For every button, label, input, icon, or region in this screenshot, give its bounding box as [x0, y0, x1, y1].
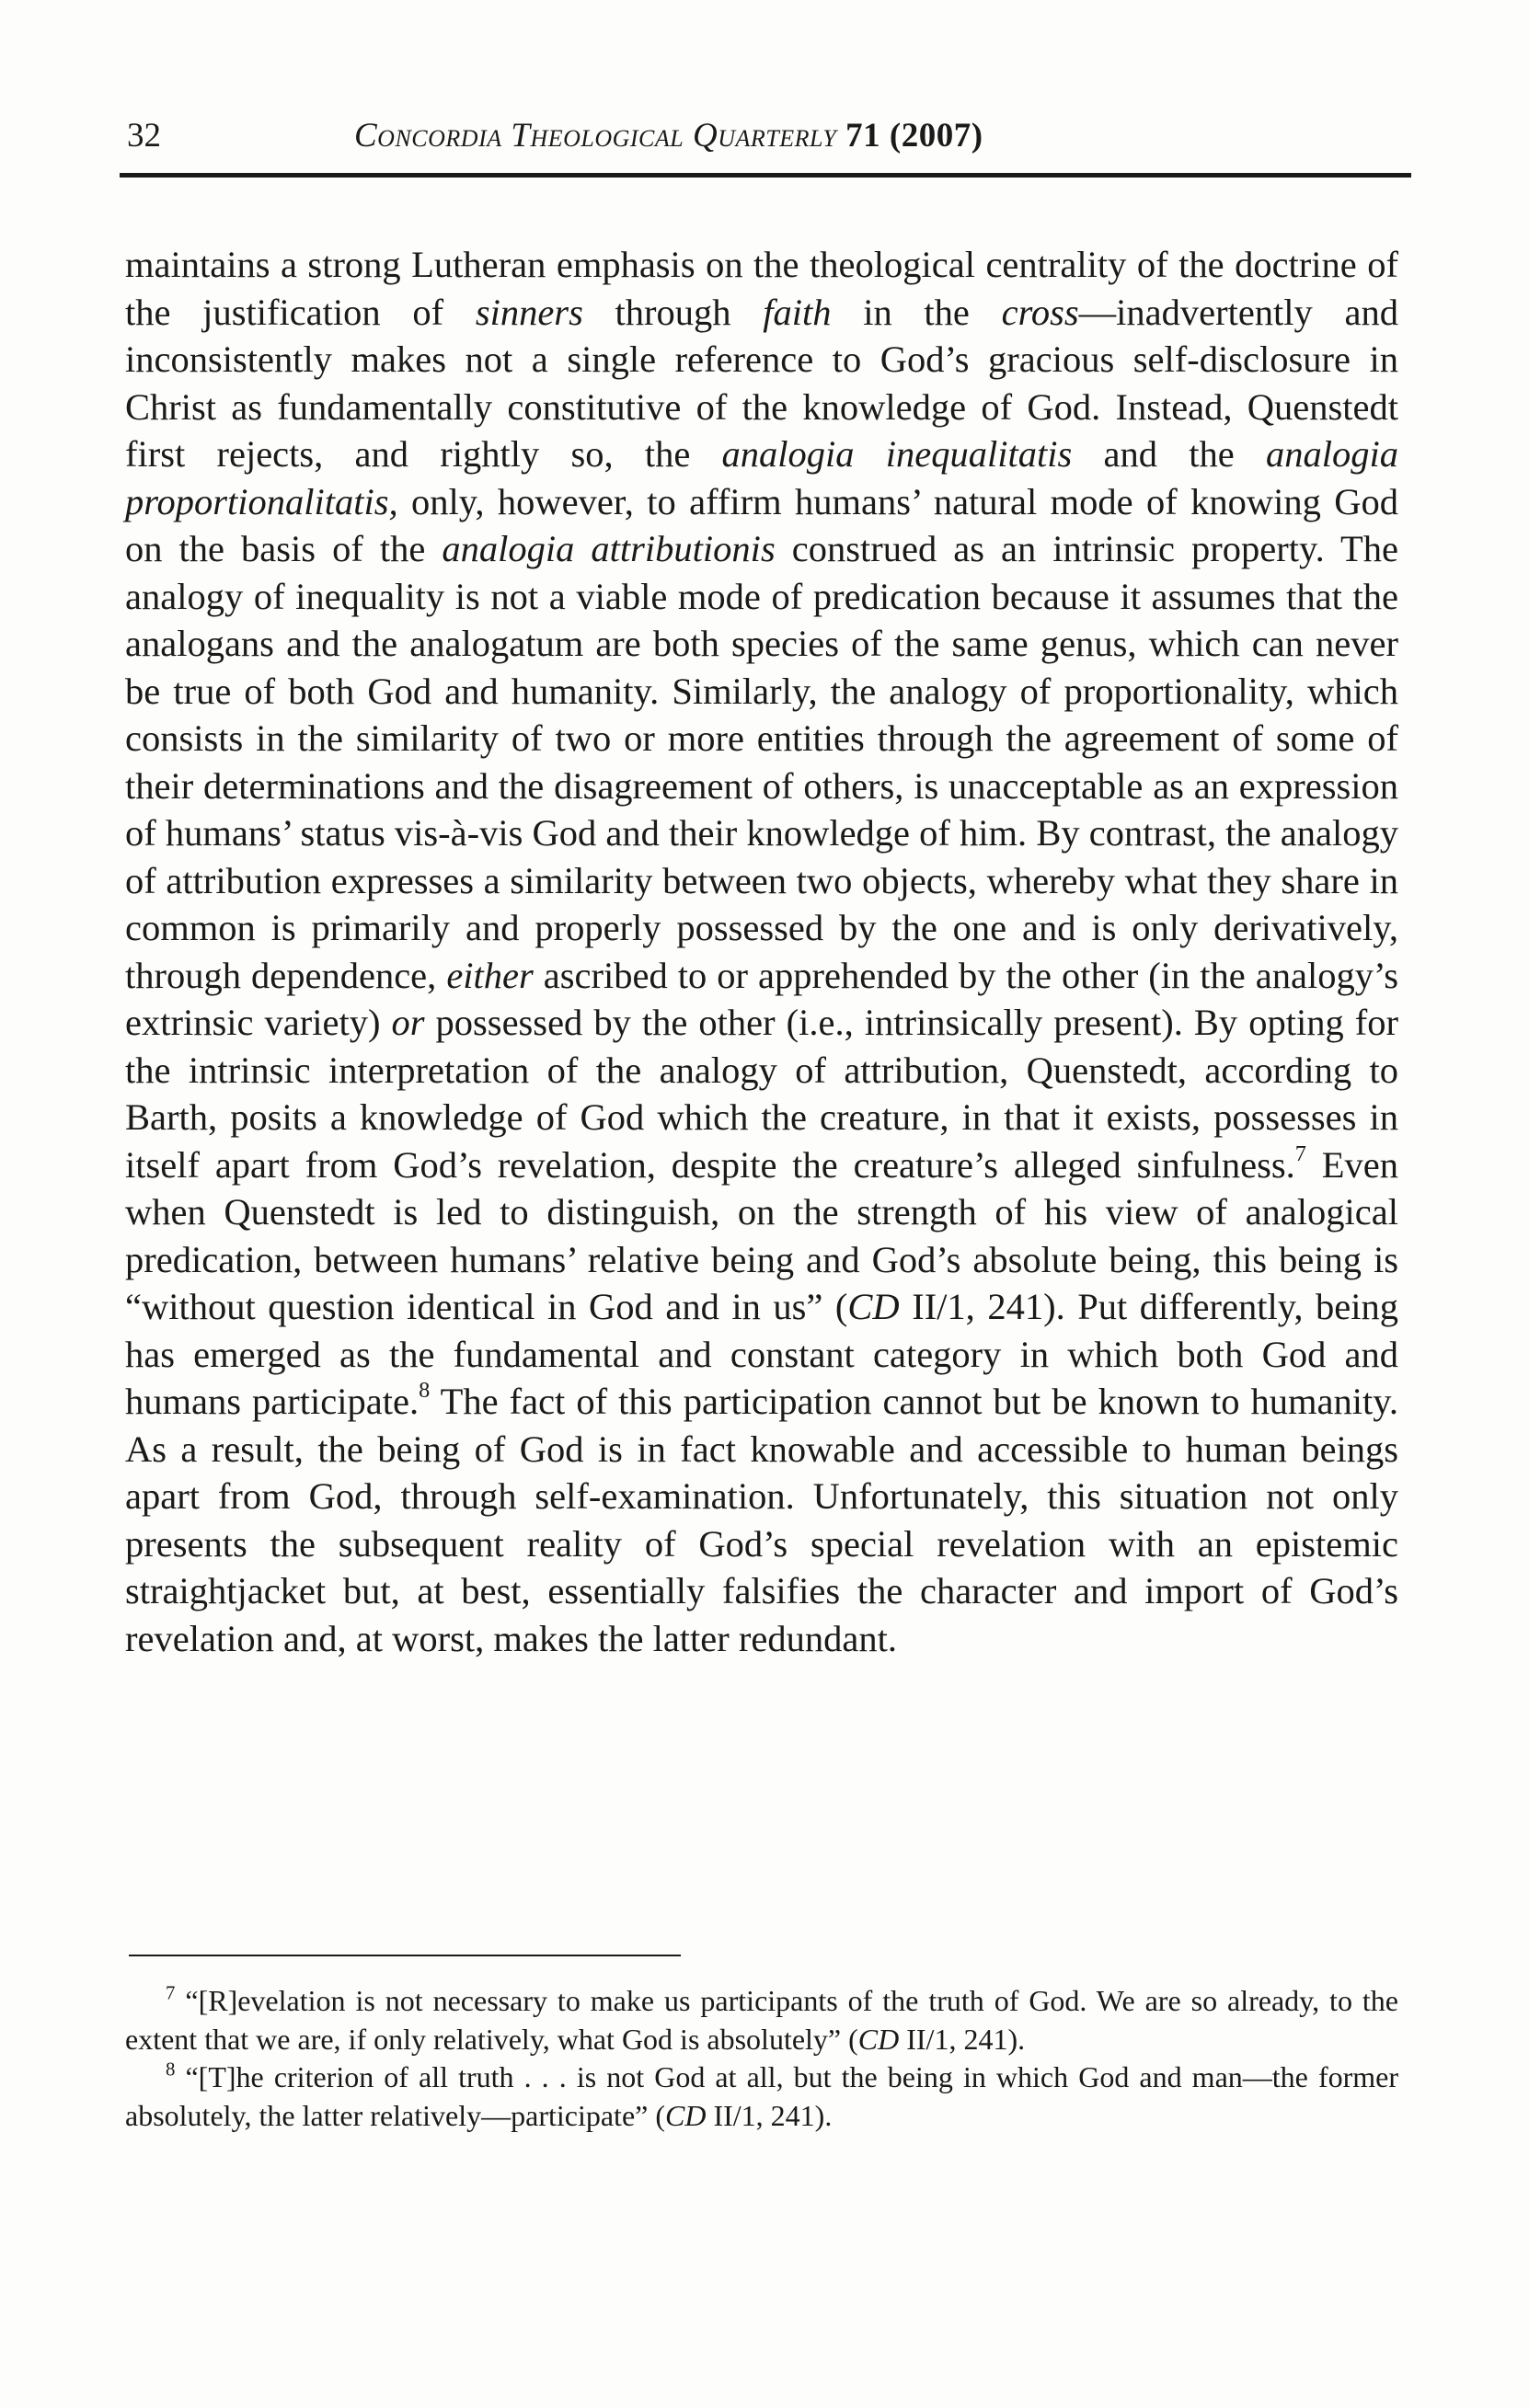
journal-title-word: Quarterly	[693, 117, 837, 155]
footnotes	[125, 1982, 1398, 2135]
footnote-text: II/1, 241).	[899, 2022, 1026, 2056]
italic-term: CD	[847, 1286, 900, 1327]
body-span: ascribed to or apprehended by the other (in the analogy’s extrinsic variety)	[125, 954, 1399, 1043]
body-span: only, however, to affirm humans’ natural mode of knowing God on the basis of the	[125, 480, 1398, 569]
body-span: construed as an intrinsic property. The analogy of inequality is not a viable mode of predication because it assumes that the analogans and the analogatum are both species of the same genus, which can never be true of both God and humanity. Similarly, the analogy of proportionality, which consists in the similarity of two or more entities through the agreement of some of their determinations and the disagreement of others, is unacceptable as an expression of humans’ status vis-à-vis God and their knowledge of him. By contrast, the analogy of attribution expresses a similarity between two objects, whereby what they share in common is primarily and properly possessed by the one and is only derivatively, through dependence,	[125, 528, 1398, 996]
footnote-ref-8: 8	[419, 1377, 431, 1403]
italic-term: analogia inequalitatis	[721, 433, 1073, 475]
footnote-number: 7	[166, 1982, 176, 2004]
footnote-8	[125, 2058, 1398, 2135]
body-paragraph	[125, 241, 1398, 1662]
body-span: in the	[831, 291, 1002, 333]
body-span: through	[582, 291, 764, 333]
footnote-number: 8	[166, 2058, 176, 2081]
italic-term: faith	[763, 291, 832, 333]
body-span: —inadvertently and inconsistently makes not a single reference to God’s gracious self-disclosure in Christ as fundamentally constitutive of the knowledge of God. Instead, Quenstedt first rejects, and rightly so, the	[125, 291, 1398, 475]
italic-term: or	[391, 1002, 425, 1043]
journal-title-word: Concordia	[354, 117, 502, 155]
body-span: Even when Quenstedt is led to distinguish, on the strength of his view of analogical predication, between humans’ relative being and God’s absolute being, this being is “without question identical in God and in us” (	[125, 1143, 1398, 1327]
footnote-text: II/1, 241).	[706, 2098, 833, 2132]
italic-term: CD	[665, 2098, 707, 2132]
footnote-text: “[R]evelation is not necessary to make us participants of the truth of God. We are so already, to the extent that we are, if only relatively, what God is absolutely” (	[125, 1984, 1398, 2056]
italic-term: CD	[857, 2022, 900, 2056]
journal-title-word: Theological	[511, 117, 684, 155]
journal-title	[354, 109, 983, 164]
page-number: 32	[127, 117, 161, 155]
header-rule	[120, 173, 1411, 178]
body-span: II/1, 241). Put differently, being has emerged as the fundamental and constant category in which both God and humans participate.	[125, 1286, 1399, 1422]
italic-term: either	[446, 954, 534, 996]
italic-term: analogia proportionalitatis,	[125, 433, 1398, 522]
footnote-text: “[T]he criterion of all truth . . . is not God at all, but the being in which God and man—the former absolutely, the latter relatively—participate” (	[125, 2060, 1398, 2132]
footnote-7	[125, 1982, 1398, 2058]
italic-term: analogia attributionis	[442, 528, 776, 569]
body-text	[125, 241, 1398, 1662]
body-span: The fact of this participation cannot but be known to humanity. As a result, the being of God is in fact knowable and accessible to human beings apart from God, through self-examination. Unfortunately, this situation not only presents the subsequent reality of God’s special revelation with an epistemic straightjacket but, at best, essentially falsifies the character and import of God’s revelation and, at worst, makes the latter redundant.	[125, 1381, 1399, 1659]
body-span: maintains a strong Lutheran emphasis on the theological centrality of the doctrine of the justification of	[125, 244, 1398, 333]
footnote-rule	[129, 1955, 681, 1956]
footnote-ref-7: 7	[1294, 1141, 1306, 1166]
body-span: and the	[1072, 433, 1266, 475]
volume-year: 71 (2007)	[845, 117, 983, 155]
italic-term: sinners	[475, 291, 583, 333]
running-header	[120, 109, 1409, 164]
body-span: possessed by the other (i.e., intrinsically present). By opting for the intrinsic interpretation of the analogy of attribution, Quenstedt, according to Barth, posits a knowledge of God which the creature, in that it exists, possesses in itself apart from God’s revelation, despite the creature’s alleged sinfulness.	[125, 1002, 1399, 1186]
italic-term: cross	[1001, 291, 1079, 333]
